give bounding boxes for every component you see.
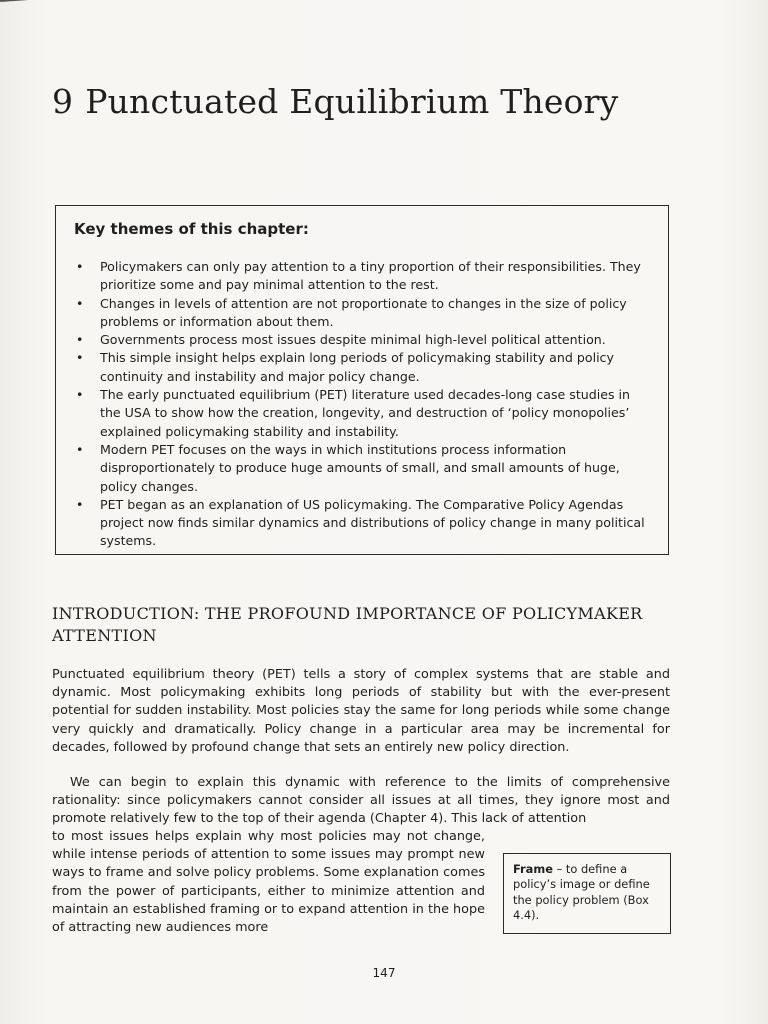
body-paragraph-2-continued: to most issues helps explain why most policies may not change, while intense periods of attention to some issues may prompt new ways to frame and solve policy problems. Some explanation comes from the power of participants, either to minimize attention and maintain an established framing or to expand attention in the hope of attracting new audiences more [52, 829, 485, 936]
definition-text: – to define a policy’s image or define the policy problem (Box 4.4). [513, 862, 650, 923]
key-theme-item: • This simple insight helps explain long periods of policymaking stability and policy continuity and instability and major policy change. [74, 349, 652, 386]
body-paragraph-2: We can begin to explain this dynamic with reference to the limits of comprehensive rationality: since policymakers cannot consider all issues at all times, they ignore most and promote relatively few to the top of their agenda (Chapter 4). This lack of attention [52, 775, 670, 827]
key-theme-item: • PET began as an explanation of US policymaking. The Comparative Policy Agendas project now finds similar dynamics and distributions of policy change in many political systems. [74, 496, 652, 551]
section-heading: INTRODUCTION: THE PROFOUND IMPORTANCE OF POLICYMAKER ATTENTION [52, 604, 643, 645]
key-theme-item: • The early punctuated equilibrium (PET) literature used decades-long case studies in the USA to show how the creation, longevity, and destruction of ‘policy monopolies’ explained policymaking stability and instability. [74, 386, 652, 441]
page-number: 147 [372, 966, 396, 980]
key-theme-item: • Modern PET focuses on the ways in which institutions process information disproportionately to produce huge amounts of small, and small amounts of huge, policy changes. [74, 441, 652, 496]
chapter-number: 9 [52, 82, 74, 121]
margin-definition-box [503, 853, 671, 934]
chapter-title [52, 82, 619, 121]
chapter-title-text: Punctuated Equilibrium Theory [85, 82, 619, 121]
body-paragraph-1: Punctuated equilibrium theory (PET) tells a story of complex systems that are stable and dynamic. Most policymaking exhibits long periods of stability but with the ever-present potential for sudden instability. Most policies stay the same for long periods while some change very quickly and dramatically. Policy change in a particular area may be incremental for decades, followed by profound change that sets an entirely new policy direction. [52, 667, 670, 755]
key-themes-heading: Key themes of this chapter: [74, 220, 309, 238]
key-theme-item: • Changes in levels of attention are not proportionate to changes in the size of policy problems or information about them. [74, 295, 652, 332]
key-theme-item: • Policymakers can only pay attention to a tiny proportion of their responsibilities. They prioritize some and pay minimal attention to the rest. [74, 258, 652, 295]
key-theme-item: • Governments process most issues despite minimal high-level political attention. [74, 331, 652, 349]
key-themes-list [74, 258, 652, 551]
key-themes-box [55, 205, 669, 555]
definition-term: Frame [513, 862, 553, 876]
